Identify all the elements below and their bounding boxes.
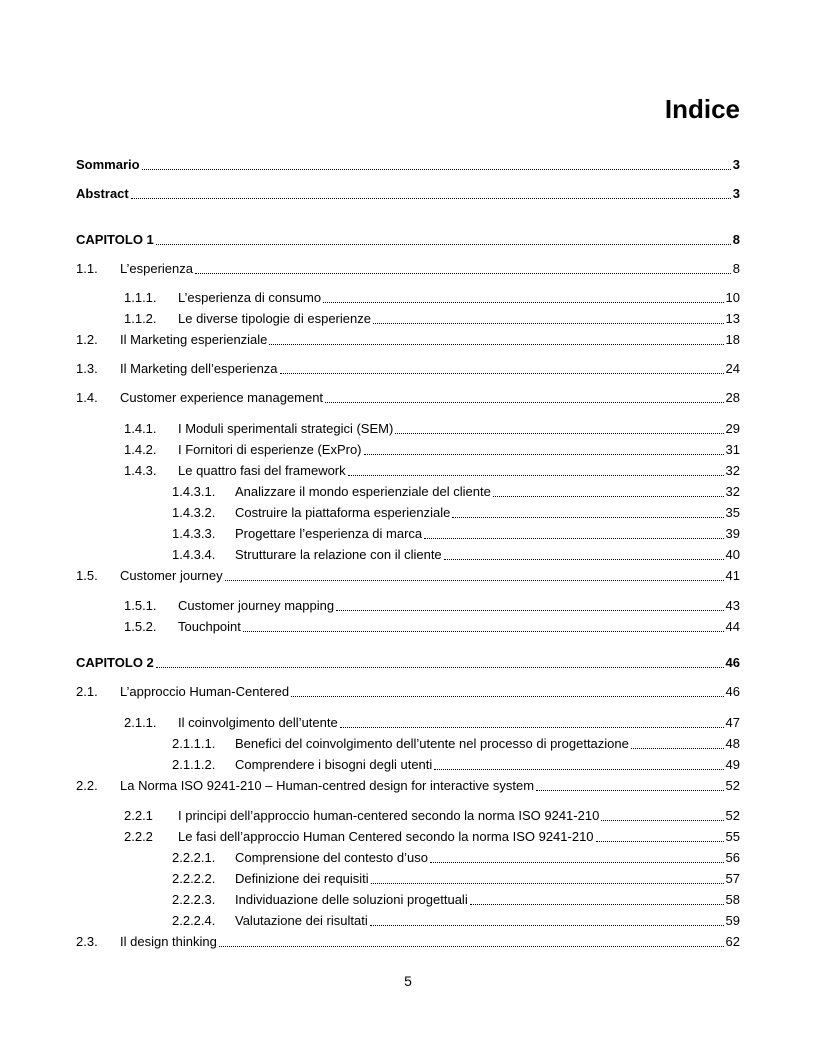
dot-leader <box>325 402 723 403</box>
toc-entry-number: 2.2.2.4. <box>172 913 216 928</box>
dot-leader <box>395 433 723 434</box>
dot-leader <box>493 496 724 497</box>
toc-entry[interactable] <box>76 184 740 202</box>
toc-entry[interactable] <box>76 869 740 887</box>
toc-entry-title: I Moduli sperimentali strategici (SEM) <box>178 421 394 436</box>
toc-entry-page: 56 <box>725 850 740 865</box>
toc-entry-number: 1.4.2. <box>124 442 157 457</box>
toc-entry-number: 1.4.3.3. <box>172 526 216 541</box>
page-number: 5 <box>404 973 412 989</box>
toc-entry-number: 2.3. <box>76 934 98 949</box>
dot-leader <box>142 169 731 170</box>
toc-entry-number: 1.1.2. <box>124 311 157 326</box>
toc-entry-title: Il Marketing dell’esperienza <box>120 361 278 376</box>
toc-entry[interactable] <box>76 617 740 635</box>
toc-entry-number: 2.1.1.2. <box>172 757 216 772</box>
toc-entry-title: Le fasi dell’approccio Human Centered secondo la norma ISO 9241-210 <box>178 829 594 844</box>
toc-entry-page: 39 <box>725 526 740 541</box>
toc-entry-title: Comprensione del contesto d’uso <box>235 850 428 865</box>
toc-entry[interactable] <box>76 359 740 377</box>
toc-entry[interactable] <box>76 713 740 731</box>
toc-entry-page: 32 <box>725 463 740 478</box>
dot-leader <box>243 631 724 632</box>
dot-leader <box>131 198 731 199</box>
toc-entry-number: 1.4.3.1. <box>172 484 216 499</box>
toc-entry[interactable] <box>76 440 740 458</box>
dot-leader <box>430 862 724 863</box>
dot-leader <box>291 696 723 697</box>
toc-entry[interactable] <box>76 259 740 277</box>
dot-leader <box>323 302 723 303</box>
toc-entry-page: 29 <box>725 421 740 436</box>
toc-entry-number: 1.4.3.2. <box>172 505 216 520</box>
toc-entry-number: 2.2.2.3. <box>172 892 216 907</box>
toc-entry-title: Analizzare il mondo esperienziale del cliente <box>235 484 491 499</box>
dot-leader <box>225 580 724 581</box>
dot-leader <box>156 667 724 668</box>
toc-entry[interactable] <box>76 545 740 563</box>
toc-entry-page: 41 <box>725 568 740 583</box>
toc-entry-number: 1.1. <box>76 261 98 276</box>
toc-entry-page: 55 <box>725 829 740 844</box>
toc-entry[interactable] <box>76 734 740 752</box>
toc-entry-page: 18 <box>725 332 740 347</box>
dot-leader <box>348 475 724 476</box>
toc-entry[interactable] <box>76 524 740 542</box>
dot-leader <box>156 244 731 245</box>
toc-entry-number: 2.2.2.1. <box>172 850 216 865</box>
toc-entry-page: 46 <box>725 655 740 670</box>
dot-leader <box>373 323 724 324</box>
toc-entry-title: Progettare l’esperienza di marca <box>235 526 423 541</box>
toc-entry-page: 31 <box>725 442 740 457</box>
toc-entry-title: Le quattro fasi del framework <box>178 463 346 478</box>
toc-entry-title: Comprendere i bisogni degli utenti <box>235 757 433 772</box>
toc-entry-number: 1.5.1. <box>124 598 157 613</box>
dot-leader <box>434 769 723 770</box>
toc-entry-title: Il coinvolgimento dell’utente <box>178 715 338 730</box>
toc-entry-page: 8 <box>732 232 740 247</box>
toc-entry[interactable] <box>76 911 740 929</box>
toc-entry-title: I principi dell’approccio human-centered secondo la norma ISO 9241-210 <box>178 808 600 823</box>
toc-entry-page: 35 <box>725 505 740 520</box>
dot-leader <box>452 517 723 518</box>
toc-entry-page: 10 <box>725 290 740 305</box>
toc-entry-number: 2.2.2 <box>124 829 153 844</box>
toc-entry[interactable] <box>76 155 740 173</box>
toc-entry-page: 8 <box>732 261 740 276</box>
toc-entry-number: 1.4.3. <box>124 463 157 478</box>
dot-leader <box>340 727 724 728</box>
dot-leader <box>364 454 724 455</box>
toc-entry[interactable] <box>76 288 740 306</box>
toc-entry-page: 3 <box>732 186 740 201</box>
dot-leader <box>596 841 724 842</box>
toc-entry[interactable] <box>76 419 740 437</box>
toc-entry-title: Touchpoint <box>178 619 241 634</box>
toc-entry[interactable] <box>76 309 740 327</box>
toc-entry-number: 2.1.1. <box>124 715 157 730</box>
toc-entry-page: 57 <box>725 871 740 886</box>
toc-entry-title: Costruire la piattaforma esperienziale <box>235 505 451 520</box>
toc-entry[interactable] <box>76 755 740 773</box>
toc-entry-page: 52 <box>725 808 740 823</box>
toc-entry-page: 59 <box>725 913 740 928</box>
toc-entry[interactable] <box>76 932 740 950</box>
toc-entry[interactable] <box>76 482 740 500</box>
dot-leader <box>424 538 723 539</box>
toc-entry[interactable] <box>76 848 740 866</box>
toc-entry-number: 1.4.1. <box>124 421 157 436</box>
page-title: Indice <box>664 94 740 124</box>
toc-entry-page: 47 <box>725 715 740 730</box>
toc-entry-page: 52 <box>725 778 740 793</box>
dot-leader <box>269 344 723 345</box>
dot-leader <box>601 820 723 821</box>
toc-entry-page: 48 <box>725 736 740 751</box>
toc-entry-title: Benefici del coinvolgimento dell’utente nel processo di progettazione <box>235 736 629 751</box>
toc-entry[interactable] <box>76 230 740 248</box>
table-of-contents <box>76 0 740 1000</box>
dot-leader <box>470 904 724 905</box>
toc-entry[interactable] <box>76 682 740 700</box>
toc-entry-title: Strutturare la relazione con il cliente <box>235 547 442 562</box>
toc-entry-title: Abstract <box>76 186 129 201</box>
toc-entry-number: 1.5.2. <box>124 619 157 634</box>
toc-entry-title: L’esperienza di consumo <box>178 290 322 305</box>
toc-entry-page: 46 <box>725 684 740 699</box>
toc-entry[interactable] <box>76 653 740 671</box>
toc-entry-title: Customer journey mapping <box>178 598 335 613</box>
toc-entry-title: Definizione dei requisiti <box>235 871 369 886</box>
toc-entry[interactable] <box>76 776 740 794</box>
toc-entry-title: L’esperienza <box>120 261 193 276</box>
dot-leader <box>219 946 724 947</box>
dot-leader <box>280 373 724 374</box>
toc-entry-title: Sommario <box>76 157 140 172</box>
toc-entry-title: Valutazione dei risultati <box>235 913 368 928</box>
toc-entry-page: 44 <box>725 619 740 634</box>
toc-entry-number: 2.1.1.1. <box>172 736 216 751</box>
toc-entry-title: I Fornitori di esperienze (ExPro) <box>178 442 362 457</box>
toc-entry-page: 32 <box>725 484 740 499</box>
dot-leader <box>536 790 723 791</box>
toc-entry-title: CAPITOLO 2 <box>76 655 154 670</box>
toc-entry-page: 49 <box>725 757 740 772</box>
toc-entry-title: CAPITOLO 1 <box>76 232 154 247</box>
toc-entry[interactable] <box>76 566 740 584</box>
toc-entry-number: 2.2.2.2. <box>172 871 216 886</box>
toc-entry-title: Il Marketing esperienziale <box>120 332 268 347</box>
toc-entry-number: 1.2. <box>76 332 98 347</box>
toc-entry-title: Individuazione delle soluzioni progettuali <box>235 892 468 907</box>
toc-entry-title: L’approccio Human-Centered <box>120 684 290 699</box>
toc-entry[interactable] <box>76 596 740 614</box>
dot-leader <box>370 925 724 926</box>
toc-entry[interactable] <box>76 388 740 406</box>
toc-entry-page: 43 <box>725 598 740 613</box>
toc-entry[interactable] <box>76 330 740 348</box>
toc-entry-title: Le diverse tipologie di esperienze <box>178 311 371 326</box>
dot-leader <box>195 273 731 274</box>
toc-entry-page: 13 <box>725 311 740 326</box>
toc-entry-page: 24 <box>725 361 740 376</box>
toc-entry-number: 1.4. <box>76 390 98 405</box>
toc-entry-title: La Norma ISO 9241-210 – Human-centred design for interactive system <box>120 778 535 793</box>
toc-entry-page: 28 <box>725 390 740 405</box>
toc-entry[interactable] <box>76 503 740 521</box>
toc-entry-page: 58 <box>725 892 740 907</box>
toc-entry[interactable] <box>76 806 740 824</box>
toc-entry-number: 1.3. <box>76 361 98 376</box>
toc-entry[interactable] <box>76 890 740 908</box>
toc-entry-number: 1.5. <box>76 568 98 583</box>
dot-leader <box>371 883 724 884</box>
toc-entry[interactable] <box>76 461 740 479</box>
dot-leader <box>336 610 723 611</box>
toc-entry-title: Customer journey <box>120 568 223 583</box>
toc-entry-number: 2.1. <box>76 684 98 699</box>
toc-entry-number: 2.2.1 <box>124 808 153 823</box>
toc-entry-title: Customer experience management <box>120 390 324 405</box>
toc-entry-page: 40 <box>725 547 740 562</box>
dot-leader <box>631 748 724 749</box>
dot-leader <box>444 559 724 560</box>
toc-entry-page: 62 <box>725 934 740 949</box>
toc-entry-number: 2.2. <box>76 778 98 793</box>
toc-entry-number: 1.4.3.4. <box>172 547 216 562</box>
toc-entry-page: 3 <box>732 157 740 172</box>
toc-entry[interactable] <box>76 827 740 845</box>
toc-entry-number: 1.1.1. <box>124 290 157 305</box>
toc-entry-title: Il design thinking <box>120 934 217 949</box>
